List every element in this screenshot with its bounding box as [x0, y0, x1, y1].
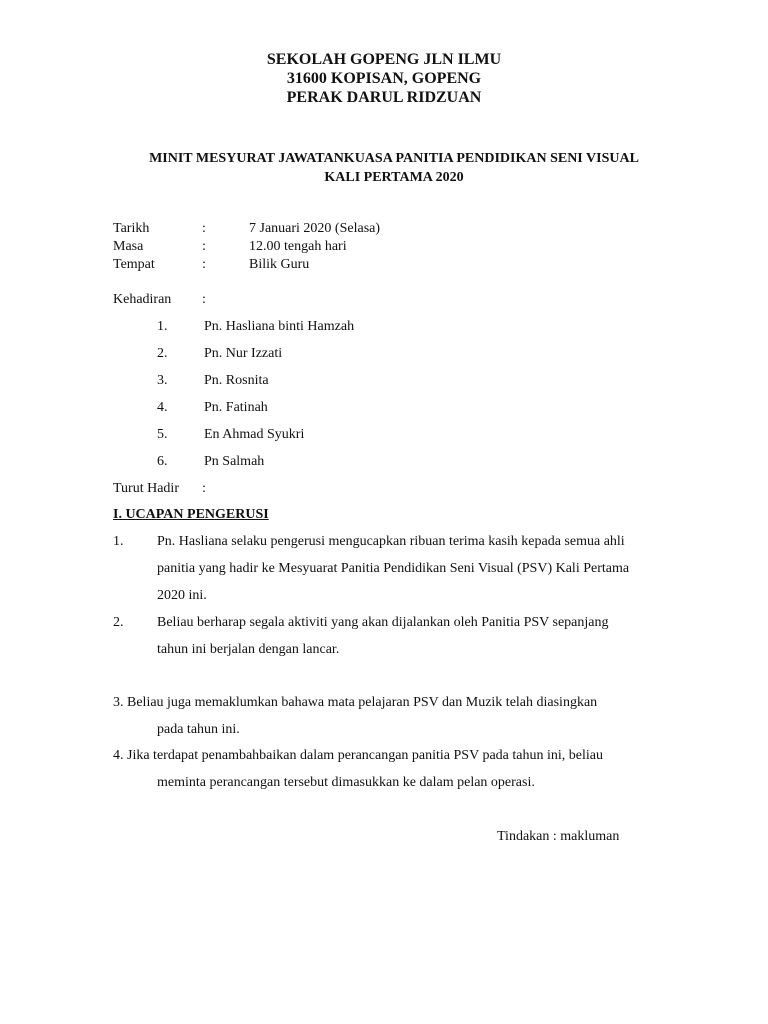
detail-separator: :	[202, 221, 206, 236]
turut-hadir-separator: :	[202, 481, 206, 496]
section-heading: I. UCAPAN PENGERUSI	[113, 507, 269, 522]
school-header	[0, 50, 768, 107]
item-4-line-2: meminta perancangan tersebut dimasukkan ke dalam pelan operasi.	[157, 775, 535, 790]
detail-label-tempat: Tempat	[113, 257, 155, 272]
item-2-line-1: Beliau berharap segala aktiviti yang akan dijalankan oleh Panitia PSV sepanjang	[157, 615, 609, 630]
detail-separator: :	[202, 239, 206, 254]
attendee-name: Pn. Nur Izzati	[204, 346, 283, 361]
school-name: SEKOLAH GOPENG JLN ILMU	[266, 51, 502, 68]
document-title-line-2: KALI PERTAMA 2020	[324, 170, 464, 185]
document-title-line-1: MINIT MESYURAT JAWATANKUASA PANITIA PENDIDIKAN SENI VISUAL	[149, 151, 639, 166]
attendee-name: En Ahmad Syukri	[204, 427, 305, 442]
attendee-name: Pn. Fatinah	[204, 400, 268, 415]
attendee-number: 5.	[157, 427, 168, 442]
item-2-line-2: tahun ini berjalan dengan lancar.	[157, 642, 340, 657]
turut-hadir-label: Turut Hadir	[113, 481, 179, 496]
attendee-number: 4.	[157, 400, 168, 415]
detail-value-tempat: Bilik Guru	[249, 257, 310, 272]
item-1-line-2: panitia yang hadir ke Mesyuarat Panitia Pendidikan Seni Visual (PSV) Kali Pertama	[157, 561, 630, 576]
document-title	[0, 149, 768, 187]
school-state-line: PERAK DARUL RIDZUAN	[286, 89, 482, 106]
item-3-line-1: 3. Beliau juga memaklumkan bahawa mata pelajaran PSV dan Muzik telah diasingkan	[113, 695, 598, 710]
detail-separator: :	[202, 257, 206, 272]
item-4-line-1: 4. Jika terdapat penambahbaikan dalam perancangan panitia PSV pada tahun ini, beliau	[113, 748, 603, 763]
attendee-number: 3.	[157, 373, 168, 388]
attendee-number: 1.	[157, 319, 168, 334]
tindakan-note: Tindakan : makluman	[497, 829, 620, 844]
detail-label-tarikh: Tarikh	[113, 221, 150, 236]
attendee-name: Pn Salmah	[204, 454, 265, 469]
attendee-name: Pn. Hasliana binti Hamzah	[204, 319, 355, 334]
item-1-line-1: Pn. Hasliana selaku pengerusi mengucapkan ribuan terima kasih kepada semua ahli	[157, 534, 625, 549]
item-1-line-3: 2020 ini.	[157, 588, 207, 603]
attendee-number: 6.	[157, 454, 168, 469]
attendance-separator: :	[202, 292, 206, 307]
detail-label-masa: Masa	[113, 239, 144, 254]
item-number: 2.	[113, 615, 124, 630]
attendee-number: 2.	[157, 346, 168, 361]
school-address-line: 31600 KOPISAN, GOPENG	[286, 70, 482, 87]
attendance-label: Kehadiran	[113, 292, 172, 307]
item-3-line-2: pada tahun ini.	[157, 722, 240, 737]
detail-value-tarikh: 7 Januari 2020 (Selasa)	[249, 221, 381, 236]
detail-value-masa: 12.00 tengah hari	[249, 239, 347, 254]
attendee-name: Pn. Rosnita	[204, 373, 269, 388]
item-number: 1.	[113, 534, 124, 549]
